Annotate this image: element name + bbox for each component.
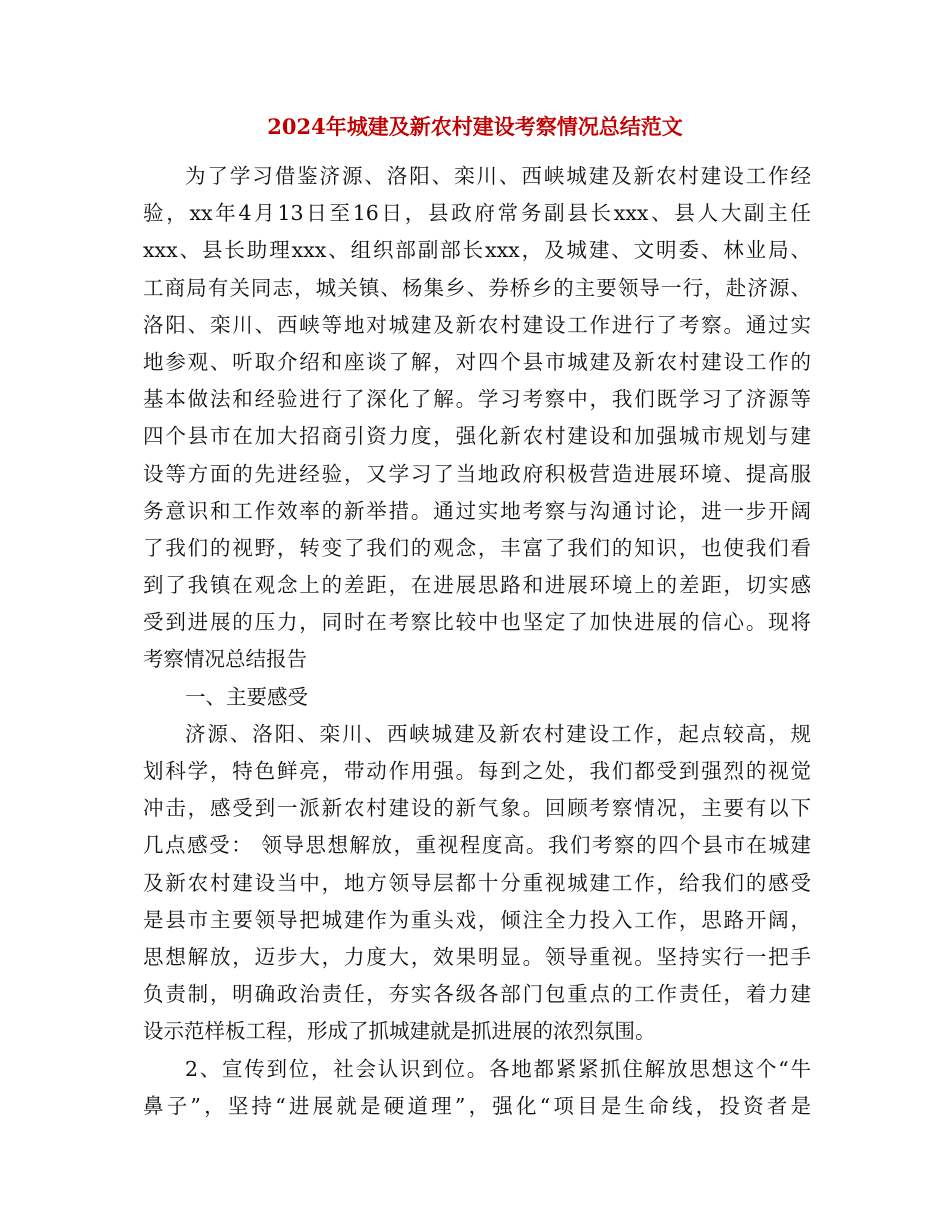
paragraph-line: 设示范样板工程，形成了抓城建就是抓进展的浓烈氛围。 (143, 1019, 656, 1044)
paragraph-line: 到了我镇在观念上的差距，在进展思路和进展环境上的差距，切实感 (143, 573, 811, 598)
paragraph-line: 是县市主要领导把城建作为重头戏，倾注全力投入工作，思路开阔， (143, 907, 811, 932)
paragraph-line: 冲击，感受到一派新农村建设的新气象。回顾考察情况，主要有以下 (143, 796, 811, 821)
section-heading: 一、主要感受 (185, 684, 308, 709)
paragraph-line: 地参观、听取介绍和座谈了解，对四个县市城建及新农村建设工作的 (143, 349, 811, 374)
paragraph-line: 基本做法和经验进行了深化了解。学习考察中，我们既学习了济源等 (143, 387, 811, 412)
paragraph-line: 考察情况总结报告 (143, 647, 307, 672)
paragraph-line: 工商局有关同志，城关镇、杨集乡、券桥乡的主要领导一行，赴济源、 (143, 275, 811, 300)
document-title: 2024年城建及新农村建设考察情况总结范文 (267, 114, 683, 139)
paragraph-line: 思想解放，迈步大，力度大，效果明显。领导重视。坚持实行一把手 (143, 944, 811, 969)
paragraph-line: 负责制，明确政治责任，夯实各级各部门包重点的工作责任，着力建 (143, 982, 811, 1007)
paragraph-line: 划科学，特色鲜亮，带动作用强。每到之处，我们都受到强烈的视觉 (143, 759, 811, 783)
paragraph-line: 及新农村建设当中，地方领导层都十分重视城建工作，给我们的感受 (143, 870, 811, 895)
paragraph-line: 验，xx年4月13日至16日，县政府常务副县长xxx、县人大副主任 (143, 201, 811, 226)
paragraph-line: 务意识和工作效率的新举措。通过实地考察与沟通讨论，进一步开阔 (143, 498, 811, 523)
paragraph-line: 了我们的视野，转变了我们的观念，丰富了我们的知识，也使我们看 (143, 535, 811, 560)
paragraph-line: xxx、县长助理xxx、组织部副部长xxx，及城建、文明委、林业局、 (143, 238, 811, 263)
paragraph-line: 为了学习借鉴济源、洛阳、栾川、西峡城建及新农村建设工作经 (185, 164, 811, 188)
paragraph-line: 洛阳、栾川、西峡等地对城建及新农村建设工作进行了考察。通过实 (143, 312, 811, 337)
paragraph-line: 四个县市在加大招商引资力度，强化新农村建设和加强城市规划与建 (143, 424, 811, 449)
paragraph-line: 鼻子”，坚持“进展就是硬道理”，强化“项目是生命线，投资者是 (143, 1093, 811, 1118)
paragraph-line: 济源、洛阳、栾川、西峡城建及新农村建设工作，起点较高，规 (185, 721, 811, 746)
paragraph-line: 几点感受： 领导思想解放，重视程度高。我们考察的四个县市在城建 (143, 833, 811, 858)
document-body (143, 158, 811, 1125)
paragraph-line: 2、宣传到位，社会认识到位。各地都紧紧抓住解放思想这个“牛 (185, 1056, 811, 1081)
paragraph-line: 设等方面的先进经验，又学习了当地政府积极营造进展环境、提高服 (143, 461, 811, 486)
paragraph-line: 受到进展的压力，同时在考察比较中也坚定了加快进展的信心。现将 (143, 610, 811, 635)
